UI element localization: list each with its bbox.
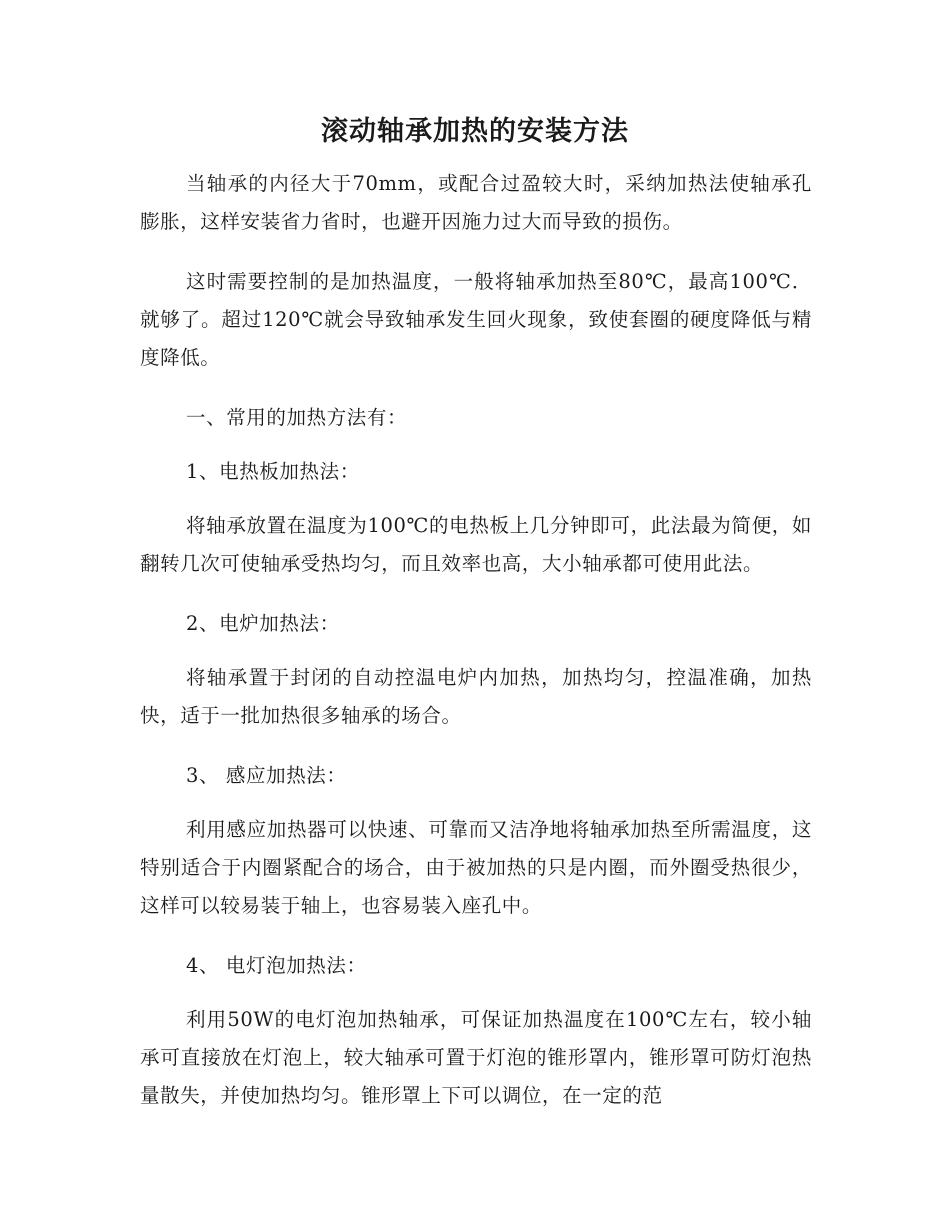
- section-heading-methods: 一、常用的加热方法有：: [186, 406, 408, 429]
- method-heading-induction: 3、 感应加热法：: [186, 764, 347, 787]
- paragraph-induction: 利用感应加热器可以快速、可靠而又洁净地将轴承加热至所需温度，这特别适合于内圈紧配合的场合，由于被加热的只是内圈，而外圈受热很少，这样可以较易装于轴上，也容易装入座孔中。: [140, 818, 812, 917]
- paragraph-hotplate: 将轴承放置在温度为100℃的电热板上几分钟即可，此法最为简便，如翻转几次可使轴承受热均匀，而且效率也高，大小轴承都可使用此法。: [140, 514, 812, 575]
- paragraph-intro: 当轴承的内径大于70mm，或配合过盈较大时，采纳加热法使轴承孔膨胀，这样安装省力省时，也避开因施力过大而导致的损伤。: [140, 172, 812, 233]
- method-heading-furnace: 2、电炉加热法：: [186, 612, 340, 635]
- method-heading-bulb: 4、 电灯泡加热法：: [186, 954, 367, 977]
- paragraph-bulb: 利用50W的电灯泡加热轴承，可保证加热温度在100℃左右，较小轴承可直接放在灯泡上，较大轴承可置于灯泡的锥形罩内，锥形罩可防灯泡热量散失，并使加热均匀。锥形罩上下可以调位，在一定的范: [140, 1008, 812, 1107]
- document-body: [140, 165, 812, 1137]
- document-title: 滚动轴承加热的安装方法: [321, 116, 629, 147]
- paragraph-temperature: 这时需要控制的是加热温度，一般将轴承加热至80℃，最高100℃．就够了。超过120℃就会导致轴承发生回火现象，致使套圈的硬度降低与精度降低。: [140, 270, 812, 369]
- method-heading-hotplate: 1、电热板加热法：: [186, 460, 360, 483]
- paragraph-furnace: 将轴承置于封闭的自动控温电炉内加热，加热均匀，控温准确，加热快，适于一批加热很多轴承的场合。: [140, 666, 812, 727]
